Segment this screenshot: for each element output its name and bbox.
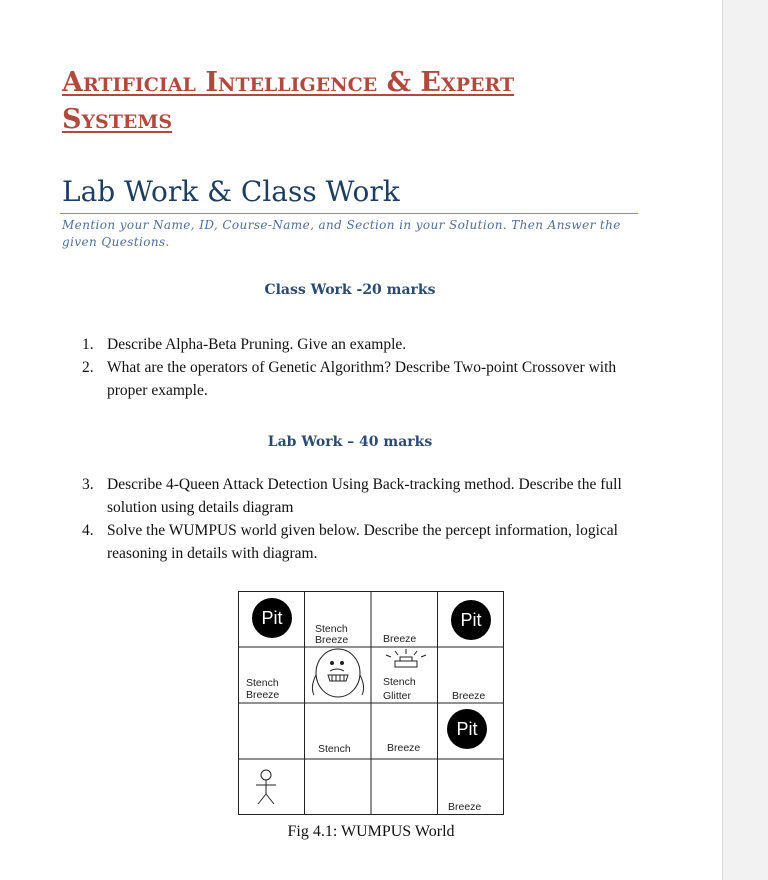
cell-percept: Breeze	[448, 801, 482, 813]
cell-percept: Glitter	[383, 690, 412, 702]
cell-percept: Breeze	[246, 689, 280, 701]
question-item	[82, 473, 642, 519]
question-item	[82, 356, 642, 402]
instructions: Mention your Name, ID, Course-Name, and Section in your Solution. Then Answer the given Questions.	[62, 218, 621, 249]
pit-label: Pit	[456, 719, 478, 739]
question-number: 1.	[82, 336, 94, 353]
cell-percept: Stench	[383, 676, 416, 688]
cell-percept: Breeze	[387, 742, 421, 754]
wumpus-monster-icon	[312, 649, 363, 697]
question-number: 2.	[82, 359, 94, 376]
figure-caption: Fig 4.1: WUMPUS World	[287, 823, 455, 840]
question-text: Solve the WUMPUS world given below. Describe the percept information, logical reasoning in details with diagram.	[107, 522, 618, 562]
cell-percept: Stench	[318, 743, 351, 755]
question-text: Describe 4-Queen Attack Detection Using Back-tracking method. Describe the full solution using details diagram	[107, 476, 622, 516]
cell-percept: Breeze	[452, 690, 486, 702]
cell-percept: Stench	[246, 677, 279, 689]
main-title-line-2: Systems	[62, 104, 173, 135]
lab-work-questions	[82, 473, 642, 565]
lab-work-heading: Lab Work – 40 marks	[267, 434, 433, 450]
agent-stick-figure-icon	[256, 770, 276, 804]
class-work-questions	[82, 333, 642, 402]
class-work-heading: Class Work -20 marks	[264, 282, 436, 298]
main-title	[62, 64, 582, 138]
pit-label: Pit	[460, 610, 482, 630]
question-item	[82, 519, 642, 565]
wumpus-world-figure	[238, 591, 504, 815]
question-text: What are the operators of Genetic Algorithm? Describe Two-point Crossover with proper example.	[107, 359, 617, 399]
question-text: Describe Alpha-Beta Pruning. Give an example.	[107, 336, 407, 353]
question-item	[82, 333, 642, 356]
question-number: 3.	[82, 476, 94, 493]
pit-label: Pit	[261, 608, 283, 628]
cell-percept: Breeze	[383, 633, 417, 645]
subtitle: Lab Work & Class Work	[62, 175, 400, 208]
cell-percept: Stench	[315, 623, 348, 635]
question-number: 4.	[82, 522, 94, 539]
cell-percept: Breeze	[315, 634, 349, 646]
gold-glitter-icon	[386, 649, 426, 667]
main-title-line-1: Artificial Intelligence & Expert	[62, 67, 515, 98]
subtitle-rule	[60, 213, 638, 214]
